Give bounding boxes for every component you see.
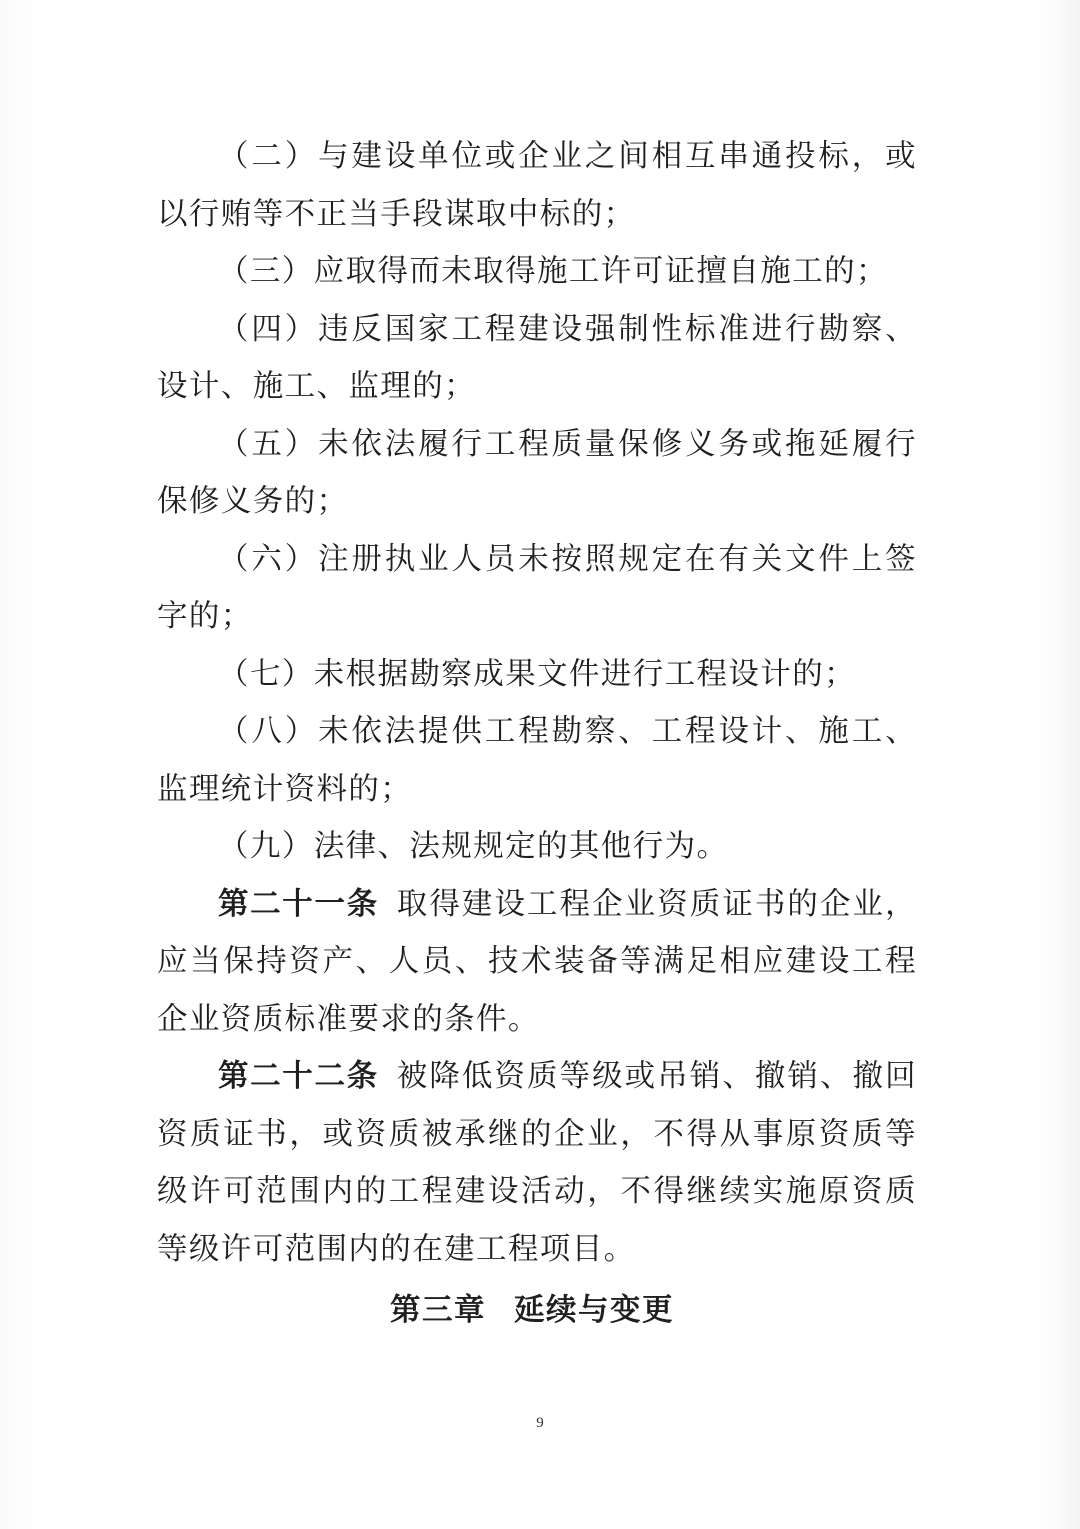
clause-paragraph: （八）未依法提供工程勘察、工程设计、施工、监理统计资料的； (157, 714, 917, 807)
article-text: 被降低资质等级或吊销、撤销、撤回资质证书，或资质被承继的企业，不得从事原资质等级许可范围内的工程建设活动，不得继续实施原资质等级许可范围内的在建工程项目。 (157, 1059, 918, 1267)
document-body (157, 128, 917, 1340)
article-text: 取得建设工程企业资质证书的企业，应当保持资产、人员、技术装备等满足相应建设工程企业资质标准要求的条件。 (157, 886, 918, 1037)
clause-paragraph: （三）应取得而未取得施工许可证擅自施工的； (218, 254, 888, 289)
clause-paragraph: （九）法律、法规规定的其他行为。 (218, 829, 729, 864)
clause-paragraph: （二）与建设单位或企业之间相互串通投标，或以行贿等不正当手段谋取中标的； (157, 139, 917, 232)
clause-paragraph: （七）未根据勘察成果文件进行工程设计的； (218, 656, 856, 692)
article-number: 第二十一条 (218, 886, 379, 922)
article-22 (157, 1048, 917, 1278)
chapter-title: 延续与变更 (514, 1293, 674, 1328)
chapter-heading (157, 1282, 917, 1340)
chapter-number: 第三章 (390, 1293, 486, 1328)
clause-paragraph: （四）违反国家工程建设强制性标准进行勘察、设计、施工、监理的； (157, 311, 917, 404)
page-number: 9 (536, 1415, 544, 1431)
article-number: 第二十二条 (218, 1059, 379, 1094)
article-21 (157, 876, 917, 1049)
clause-paragraph: （六）注册执业人员未按照规定在有关文件上签字的； (157, 541, 917, 634)
clause-paragraph: （五）未依法履行工程质量保修义务或拖延履行保修义务的； (157, 426, 917, 519)
